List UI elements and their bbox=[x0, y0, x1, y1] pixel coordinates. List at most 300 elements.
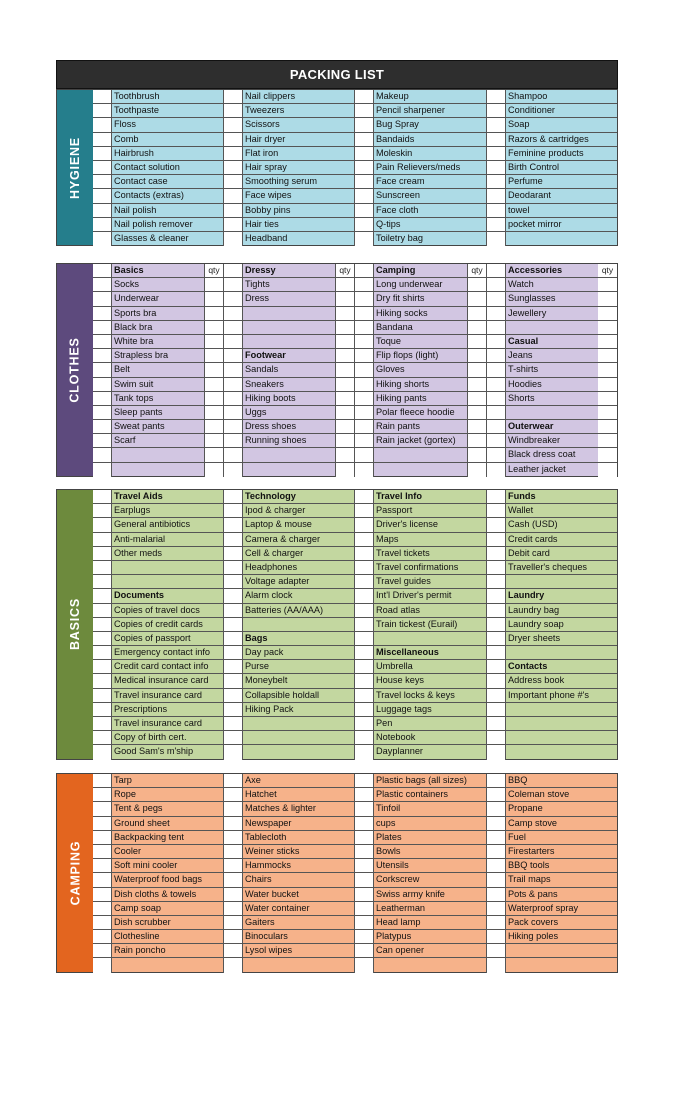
checkbox[interactable] bbox=[93, 448, 112, 461]
item-label: Contacts (extras) bbox=[112, 189, 224, 202]
qty-field[interactable] bbox=[205, 349, 224, 362]
checkbox[interactable] bbox=[224, 292, 243, 305]
checkbox[interactable] bbox=[224, 604, 243, 617]
checkbox[interactable] bbox=[224, 133, 243, 146]
qty-field[interactable] bbox=[205, 363, 224, 376]
qty-field[interactable] bbox=[468, 278, 487, 291]
checkbox[interactable] bbox=[355, 589, 374, 602]
qty-field[interactable] bbox=[468, 420, 487, 433]
checkbox[interactable] bbox=[487, 133, 506, 146]
checkbox[interactable] bbox=[224, 561, 243, 574]
checkbox[interactable] bbox=[487, 930, 506, 943]
checkbox[interactable] bbox=[487, 307, 506, 320]
checkbox[interactable] bbox=[355, 717, 374, 730]
checkbox[interactable] bbox=[355, 547, 374, 560]
qty-field[interactable] bbox=[205, 392, 224, 405]
qty-field[interactable] bbox=[598, 321, 617, 334]
checkbox[interactable] bbox=[224, 335, 243, 348]
checkbox[interactable] bbox=[93, 674, 112, 687]
checkbox[interactable] bbox=[93, 774, 112, 787]
qty-field[interactable] bbox=[598, 448, 617, 461]
qty-field[interactable] bbox=[336, 448, 355, 461]
checkbox[interactable] bbox=[487, 674, 506, 687]
qty-field[interactable] bbox=[598, 307, 617, 320]
checkbox[interactable] bbox=[224, 232, 243, 246]
checkbox bbox=[224, 632, 243, 645]
checkbox[interactable] bbox=[487, 604, 506, 617]
qty-field[interactable] bbox=[468, 335, 487, 348]
checkbox[interactable] bbox=[487, 204, 506, 217]
checkbox[interactable] bbox=[487, 378, 506, 391]
checkbox[interactable] bbox=[224, 420, 243, 433]
checkbox[interactable] bbox=[487, 618, 506, 631]
checkbox[interactable] bbox=[224, 859, 243, 872]
qty-field[interactable] bbox=[598, 292, 617, 305]
checkbox[interactable] bbox=[93, 731, 112, 744]
checkbox[interactable] bbox=[93, 604, 112, 617]
checkbox[interactable] bbox=[487, 232, 506, 246]
checkbox[interactable] bbox=[224, 363, 243, 376]
checkbox[interactable] bbox=[355, 118, 374, 131]
qty-field[interactable] bbox=[205, 321, 224, 334]
qty-field[interactable] bbox=[598, 363, 617, 376]
item-label: Wallet bbox=[508, 505, 534, 516]
checkbox[interactable] bbox=[487, 463, 506, 477]
qty-field[interactable] bbox=[205, 335, 224, 348]
checkbox[interactable] bbox=[487, 646, 506, 659]
checkbox[interactable] bbox=[93, 689, 112, 702]
checkbox bbox=[487, 335, 506, 348]
checkbox[interactable] bbox=[487, 902, 506, 915]
checkbox[interactable] bbox=[93, 561, 112, 574]
checkbox[interactable] bbox=[487, 363, 506, 376]
checkbox[interactable] bbox=[355, 533, 374, 546]
checkbox[interactable] bbox=[93, 463, 112, 477]
qty-field[interactable] bbox=[598, 392, 617, 405]
checkbox[interactable] bbox=[487, 175, 506, 188]
list-item bbox=[93, 363, 224, 377]
checkbox[interactable] bbox=[224, 175, 243, 188]
checkbox[interactable] bbox=[93, 930, 112, 943]
checkbox[interactable] bbox=[355, 321, 374, 334]
qty-field[interactable] bbox=[468, 349, 487, 362]
checkbox[interactable] bbox=[93, 104, 112, 117]
qty-field[interactable] bbox=[336, 392, 355, 405]
qty-field[interactable] bbox=[336, 292, 355, 305]
checkbox[interactable] bbox=[355, 632, 374, 645]
checkbox[interactable] bbox=[355, 802, 374, 815]
checkbox[interactable] bbox=[93, 817, 112, 830]
checkbox[interactable] bbox=[93, 575, 112, 588]
checkbox[interactable] bbox=[487, 731, 506, 744]
checkbox[interactable] bbox=[487, 90, 506, 103]
category-header-row bbox=[224, 349, 355, 363]
item-column bbox=[355, 90, 487, 245]
qty-field[interactable] bbox=[468, 292, 487, 305]
qty-field[interactable] bbox=[336, 321, 355, 334]
checkbox[interactable] bbox=[487, 888, 506, 901]
checkbox[interactable] bbox=[93, 392, 112, 405]
qty-field[interactable] bbox=[598, 378, 617, 391]
checkbox[interactable] bbox=[93, 916, 112, 929]
checkbox[interactable] bbox=[224, 802, 243, 815]
checkbox[interactable] bbox=[93, 660, 112, 673]
checkbox[interactable] bbox=[487, 802, 506, 815]
qty-field[interactable] bbox=[205, 434, 224, 447]
checkbox[interactable] bbox=[355, 504, 374, 517]
checkbox[interactable] bbox=[487, 349, 506, 362]
checkbox[interactable] bbox=[355, 147, 374, 160]
checkbox[interactable] bbox=[487, 218, 506, 231]
checkbox[interactable] bbox=[355, 774, 374, 787]
checkbox[interactable] bbox=[355, 845, 374, 858]
checkbox[interactable] bbox=[355, 218, 374, 231]
qty-field[interactable] bbox=[598, 278, 617, 291]
checkbox[interactable] bbox=[93, 218, 112, 231]
checkbox[interactable] bbox=[224, 147, 243, 160]
checkbox[interactable] bbox=[355, 604, 374, 617]
item-label: Bowls bbox=[374, 845, 487, 858]
checkbox[interactable] bbox=[93, 349, 112, 362]
list-item bbox=[93, 232, 224, 246]
checkbox[interactable] bbox=[487, 406, 506, 419]
checkbox[interactable] bbox=[487, 817, 506, 830]
checkbox[interactable] bbox=[93, 204, 112, 217]
checkbox[interactable] bbox=[93, 406, 112, 419]
item-label: Q-tips bbox=[374, 218, 487, 231]
checkbox[interactable] bbox=[355, 307, 374, 320]
checkbox[interactable] bbox=[93, 321, 112, 334]
checkbox[interactable] bbox=[487, 189, 506, 202]
checkbox[interactable] bbox=[93, 307, 112, 320]
qty-field[interactable] bbox=[205, 463, 224, 477]
checkbox[interactable] bbox=[224, 888, 243, 901]
checkbox[interactable] bbox=[224, 406, 243, 419]
checkbox[interactable] bbox=[93, 646, 112, 659]
item-label: Makeup bbox=[374, 90, 487, 103]
checkbox[interactable] bbox=[93, 161, 112, 174]
checkbox[interactable] bbox=[355, 618, 374, 631]
checkbox[interactable] bbox=[487, 859, 506, 872]
qty-field[interactable] bbox=[205, 420, 224, 433]
qty-field[interactable] bbox=[468, 321, 487, 334]
checkbox[interactable] bbox=[487, 147, 506, 160]
qty-field[interactable] bbox=[336, 378, 355, 391]
list-item bbox=[487, 944, 617, 958]
checkbox[interactable] bbox=[355, 434, 374, 447]
item-label: Pots & pans bbox=[508, 888, 558, 899]
qty-field[interactable] bbox=[468, 363, 487, 376]
checkbox[interactable] bbox=[93, 518, 112, 531]
checkbox[interactable] bbox=[487, 916, 506, 929]
checkbox[interactable] bbox=[487, 788, 506, 801]
checkbox[interactable] bbox=[224, 873, 243, 886]
qty-field[interactable] bbox=[205, 278, 224, 291]
qty-field[interactable] bbox=[468, 392, 487, 405]
checkbox[interactable] bbox=[93, 363, 112, 376]
qty-field[interactable] bbox=[598, 434, 617, 447]
checkbox[interactable] bbox=[355, 888, 374, 901]
checkbox[interactable] bbox=[487, 845, 506, 858]
checkbox[interactable] bbox=[487, 873, 506, 886]
checkbox[interactable] bbox=[224, 703, 243, 716]
checkbox[interactable] bbox=[487, 831, 506, 844]
checkbox[interactable] bbox=[224, 533, 243, 546]
checkbox[interactable] bbox=[355, 104, 374, 117]
checkbox[interactable] bbox=[355, 448, 374, 461]
qty-field[interactable] bbox=[205, 292, 224, 305]
qty-field[interactable] bbox=[468, 378, 487, 391]
checkbox[interactable] bbox=[487, 321, 506, 334]
checkbox[interactable] bbox=[224, 378, 243, 391]
checkbox[interactable] bbox=[93, 788, 112, 801]
checkbox[interactable] bbox=[487, 292, 506, 305]
checkbox[interactable] bbox=[93, 888, 112, 901]
checkbox[interactable] bbox=[355, 292, 374, 305]
qty-field[interactable] bbox=[598, 349, 617, 362]
checkbox[interactable] bbox=[487, 944, 506, 957]
checkbox[interactable] bbox=[224, 307, 243, 320]
checkbox[interactable] bbox=[355, 958, 374, 972]
qty-field[interactable] bbox=[468, 307, 487, 320]
checkbox[interactable] bbox=[93, 802, 112, 815]
qty-field[interactable] bbox=[468, 448, 487, 461]
checkbox[interactable] bbox=[224, 118, 243, 131]
checkbox[interactable] bbox=[224, 689, 243, 702]
checkbox[interactable] bbox=[93, 703, 112, 716]
checkbox[interactable] bbox=[355, 745, 374, 759]
checkbox[interactable] bbox=[224, 104, 243, 117]
qty-field[interactable] bbox=[336, 335, 355, 348]
checkbox[interactable] bbox=[93, 873, 112, 886]
checkbox[interactable] bbox=[93, 504, 112, 517]
qty-field[interactable] bbox=[336, 363, 355, 376]
checkbox[interactable] bbox=[487, 434, 506, 447]
checkbox[interactable] bbox=[93, 845, 112, 858]
checkbox[interactable] bbox=[487, 745, 506, 759]
list-item bbox=[487, 831, 617, 845]
qty-field[interactable] bbox=[598, 335, 617, 348]
qty-field[interactable] bbox=[336, 434, 355, 447]
checkbox[interactable] bbox=[355, 660, 374, 673]
checkbox[interactable] bbox=[355, 204, 374, 217]
qty-field[interactable] bbox=[205, 378, 224, 391]
checkbox[interactable] bbox=[355, 518, 374, 531]
checkbox[interactable] bbox=[93, 958, 112, 972]
qty-field[interactable] bbox=[205, 307, 224, 320]
qty-field[interactable] bbox=[336, 307, 355, 320]
checkbox[interactable] bbox=[224, 958, 243, 972]
checkbox[interactable] bbox=[355, 278, 374, 291]
checkbox[interactable] bbox=[93, 278, 112, 291]
checkbox[interactable] bbox=[224, 547, 243, 560]
checkbox[interactable] bbox=[224, 161, 243, 174]
checkbox[interactable] bbox=[487, 703, 506, 716]
checkbox[interactable] bbox=[224, 589, 243, 602]
checkbox[interactable] bbox=[93, 745, 112, 759]
checkbox[interactable] bbox=[224, 817, 243, 830]
list-item bbox=[224, 561, 355, 575]
checkbox[interactable] bbox=[355, 873, 374, 886]
checkbox[interactable] bbox=[224, 463, 243, 477]
checkbox[interactable] bbox=[487, 118, 506, 131]
checkbox[interactable] bbox=[355, 161, 374, 174]
checkbox[interactable] bbox=[224, 321, 243, 334]
list-item bbox=[487, 561, 617, 575]
checkbox[interactable] bbox=[93, 189, 112, 202]
checkbox[interactable] bbox=[224, 448, 243, 461]
checkbox[interactable] bbox=[93, 420, 112, 433]
checkbox[interactable] bbox=[224, 916, 243, 929]
qty-field[interactable] bbox=[336, 406, 355, 419]
checkbox[interactable] bbox=[224, 660, 243, 673]
checkbox[interactable] bbox=[224, 944, 243, 957]
qty-field[interactable] bbox=[598, 420, 617, 433]
checkbox[interactable] bbox=[224, 218, 243, 231]
checkbox[interactable] bbox=[355, 902, 374, 915]
qty-field[interactable] bbox=[336, 463, 355, 477]
checkbox[interactable] bbox=[355, 561, 374, 574]
checkbox[interactable] bbox=[355, 788, 374, 801]
checkbox[interactable] bbox=[487, 448, 506, 461]
checkbox[interactable] bbox=[224, 745, 243, 759]
qty-field[interactable] bbox=[336, 349, 355, 362]
checkbox[interactable] bbox=[355, 90, 374, 103]
checkbox[interactable] bbox=[487, 504, 506, 517]
checkbox[interactable] bbox=[224, 504, 243, 517]
checkbox[interactable] bbox=[355, 689, 374, 702]
checkbox[interactable] bbox=[487, 547, 506, 560]
checkbox[interactable] bbox=[93, 831, 112, 844]
checkbox[interactable] bbox=[93, 632, 112, 645]
checkbox[interactable] bbox=[355, 930, 374, 943]
checkbox[interactable] bbox=[355, 575, 374, 588]
checkbox[interactable] bbox=[487, 632, 506, 645]
qty-field[interactable] bbox=[205, 406, 224, 419]
checkbox[interactable] bbox=[487, 689, 506, 702]
checkbox[interactable] bbox=[487, 392, 506, 405]
checkbox[interactable] bbox=[224, 774, 243, 787]
checkbox[interactable] bbox=[93, 232, 112, 246]
page-title: PACKING LIST bbox=[56, 60, 618, 89]
checkbox[interactable] bbox=[93, 147, 112, 160]
checkbox[interactable] bbox=[224, 392, 243, 405]
checkbox[interactable] bbox=[224, 717, 243, 730]
checkbox[interactable] bbox=[93, 175, 112, 188]
checkbox[interactable] bbox=[355, 363, 374, 376]
qty-field[interactable] bbox=[336, 420, 355, 433]
checkbox[interactable] bbox=[355, 831, 374, 844]
checkbox[interactable] bbox=[224, 278, 243, 291]
checkbox[interactable] bbox=[355, 731, 374, 744]
checkbox[interactable] bbox=[355, 916, 374, 929]
qty-field[interactable] bbox=[468, 463, 487, 477]
qty-field[interactable] bbox=[468, 406, 487, 419]
checkbox[interactable] bbox=[355, 944, 374, 957]
list-item bbox=[355, 189, 487, 203]
checkbox[interactable] bbox=[93, 378, 112, 391]
checkbox[interactable] bbox=[355, 703, 374, 716]
item-label: Collapsible holdall bbox=[243, 689, 355, 702]
checkbox[interactable] bbox=[93, 717, 112, 730]
checkbox[interactable] bbox=[93, 90, 112, 103]
category-header-row bbox=[93, 490, 224, 504]
checkbox[interactable] bbox=[355, 189, 374, 202]
checkbox[interactable] bbox=[224, 434, 243, 447]
checkbox[interactable] bbox=[93, 292, 112, 305]
checkbox[interactable] bbox=[93, 533, 112, 546]
checkbox[interactable] bbox=[224, 731, 243, 744]
checkbox[interactable] bbox=[93, 434, 112, 447]
checkbox[interactable] bbox=[224, 788, 243, 801]
qty-field[interactable] bbox=[336, 278, 355, 291]
checkbox[interactable] bbox=[487, 104, 506, 117]
checkbox[interactable] bbox=[93, 118, 112, 131]
checkbox[interactable] bbox=[487, 561, 506, 574]
checkbox[interactable] bbox=[93, 944, 112, 957]
checkbox[interactable] bbox=[224, 189, 243, 202]
checkbox[interactable] bbox=[355, 335, 374, 348]
checkbox[interactable] bbox=[355, 392, 374, 405]
qty-field[interactable] bbox=[598, 463, 617, 477]
item-column bbox=[355, 490, 487, 759]
checkbox[interactable] bbox=[224, 646, 243, 659]
checkbox[interactable] bbox=[93, 618, 112, 631]
checkbox[interactable] bbox=[355, 674, 374, 687]
checkbox[interactable] bbox=[355, 420, 374, 433]
checkbox[interactable] bbox=[355, 406, 374, 419]
checkbox[interactable] bbox=[355, 817, 374, 830]
checkbox[interactable] bbox=[224, 618, 243, 631]
checkbox[interactable] bbox=[487, 278, 506, 291]
checkbox[interactable] bbox=[93, 133, 112, 146]
checkbox[interactable] bbox=[487, 575, 506, 588]
checkbox[interactable] bbox=[224, 575, 243, 588]
checkbox[interactable] bbox=[224, 204, 243, 217]
checkbox[interactable] bbox=[224, 902, 243, 915]
checkbox[interactable] bbox=[355, 232, 374, 246]
qty-field[interactable] bbox=[468, 434, 487, 447]
checkbox[interactable] bbox=[224, 831, 243, 844]
qty-field[interactable] bbox=[205, 448, 224, 461]
checkbox[interactable] bbox=[93, 547, 112, 560]
checkbox[interactable] bbox=[487, 533, 506, 546]
item-label bbox=[243, 307, 336, 320]
checkbox[interactable] bbox=[487, 518, 506, 531]
checkbox[interactable] bbox=[355, 349, 374, 362]
checkbox[interactable] bbox=[224, 674, 243, 687]
checkbox[interactable] bbox=[224, 90, 243, 103]
checkbox[interactable] bbox=[224, 930, 243, 943]
checkbox[interactable] bbox=[487, 161, 506, 174]
checkbox[interactable] bbox=[93, 902, 112, 915]
checkbox[interactable] bbox=[487, 717, 506, 730]
checkbox[interactable] bbox=[355, 175, 374, 188]
checkbox bbox=[224, 490, 243, 503]
list-item bbox=[93, 902, 224, 916]
checkbox[interactable] bbox=[487, 774, 506, 787]
checkbox[interactable] bbox=[355, 378, 374, 391]
checkbox[interactable] bbox=[93, 335, 112, 348]
checkbox[interactable] bbox=[93, 859, 112, 872]
checkbox[interactable] bbox=[355, 133, 374, 146]
checkbox[interactable] bbox=[224, 845, 243, 858]
checkbox[interactable] bbox=[355, 859, 374, 872]
checkbox[interactable] bbox=[487, 958, 506, 972]
checkbox[interactable] bbox=[355, 463, 374, 477]
qty-field[interactable] bbox=[598, 406, 617, 419]
checkbox[interactable] bbox=[224, 518, 243, 531]
